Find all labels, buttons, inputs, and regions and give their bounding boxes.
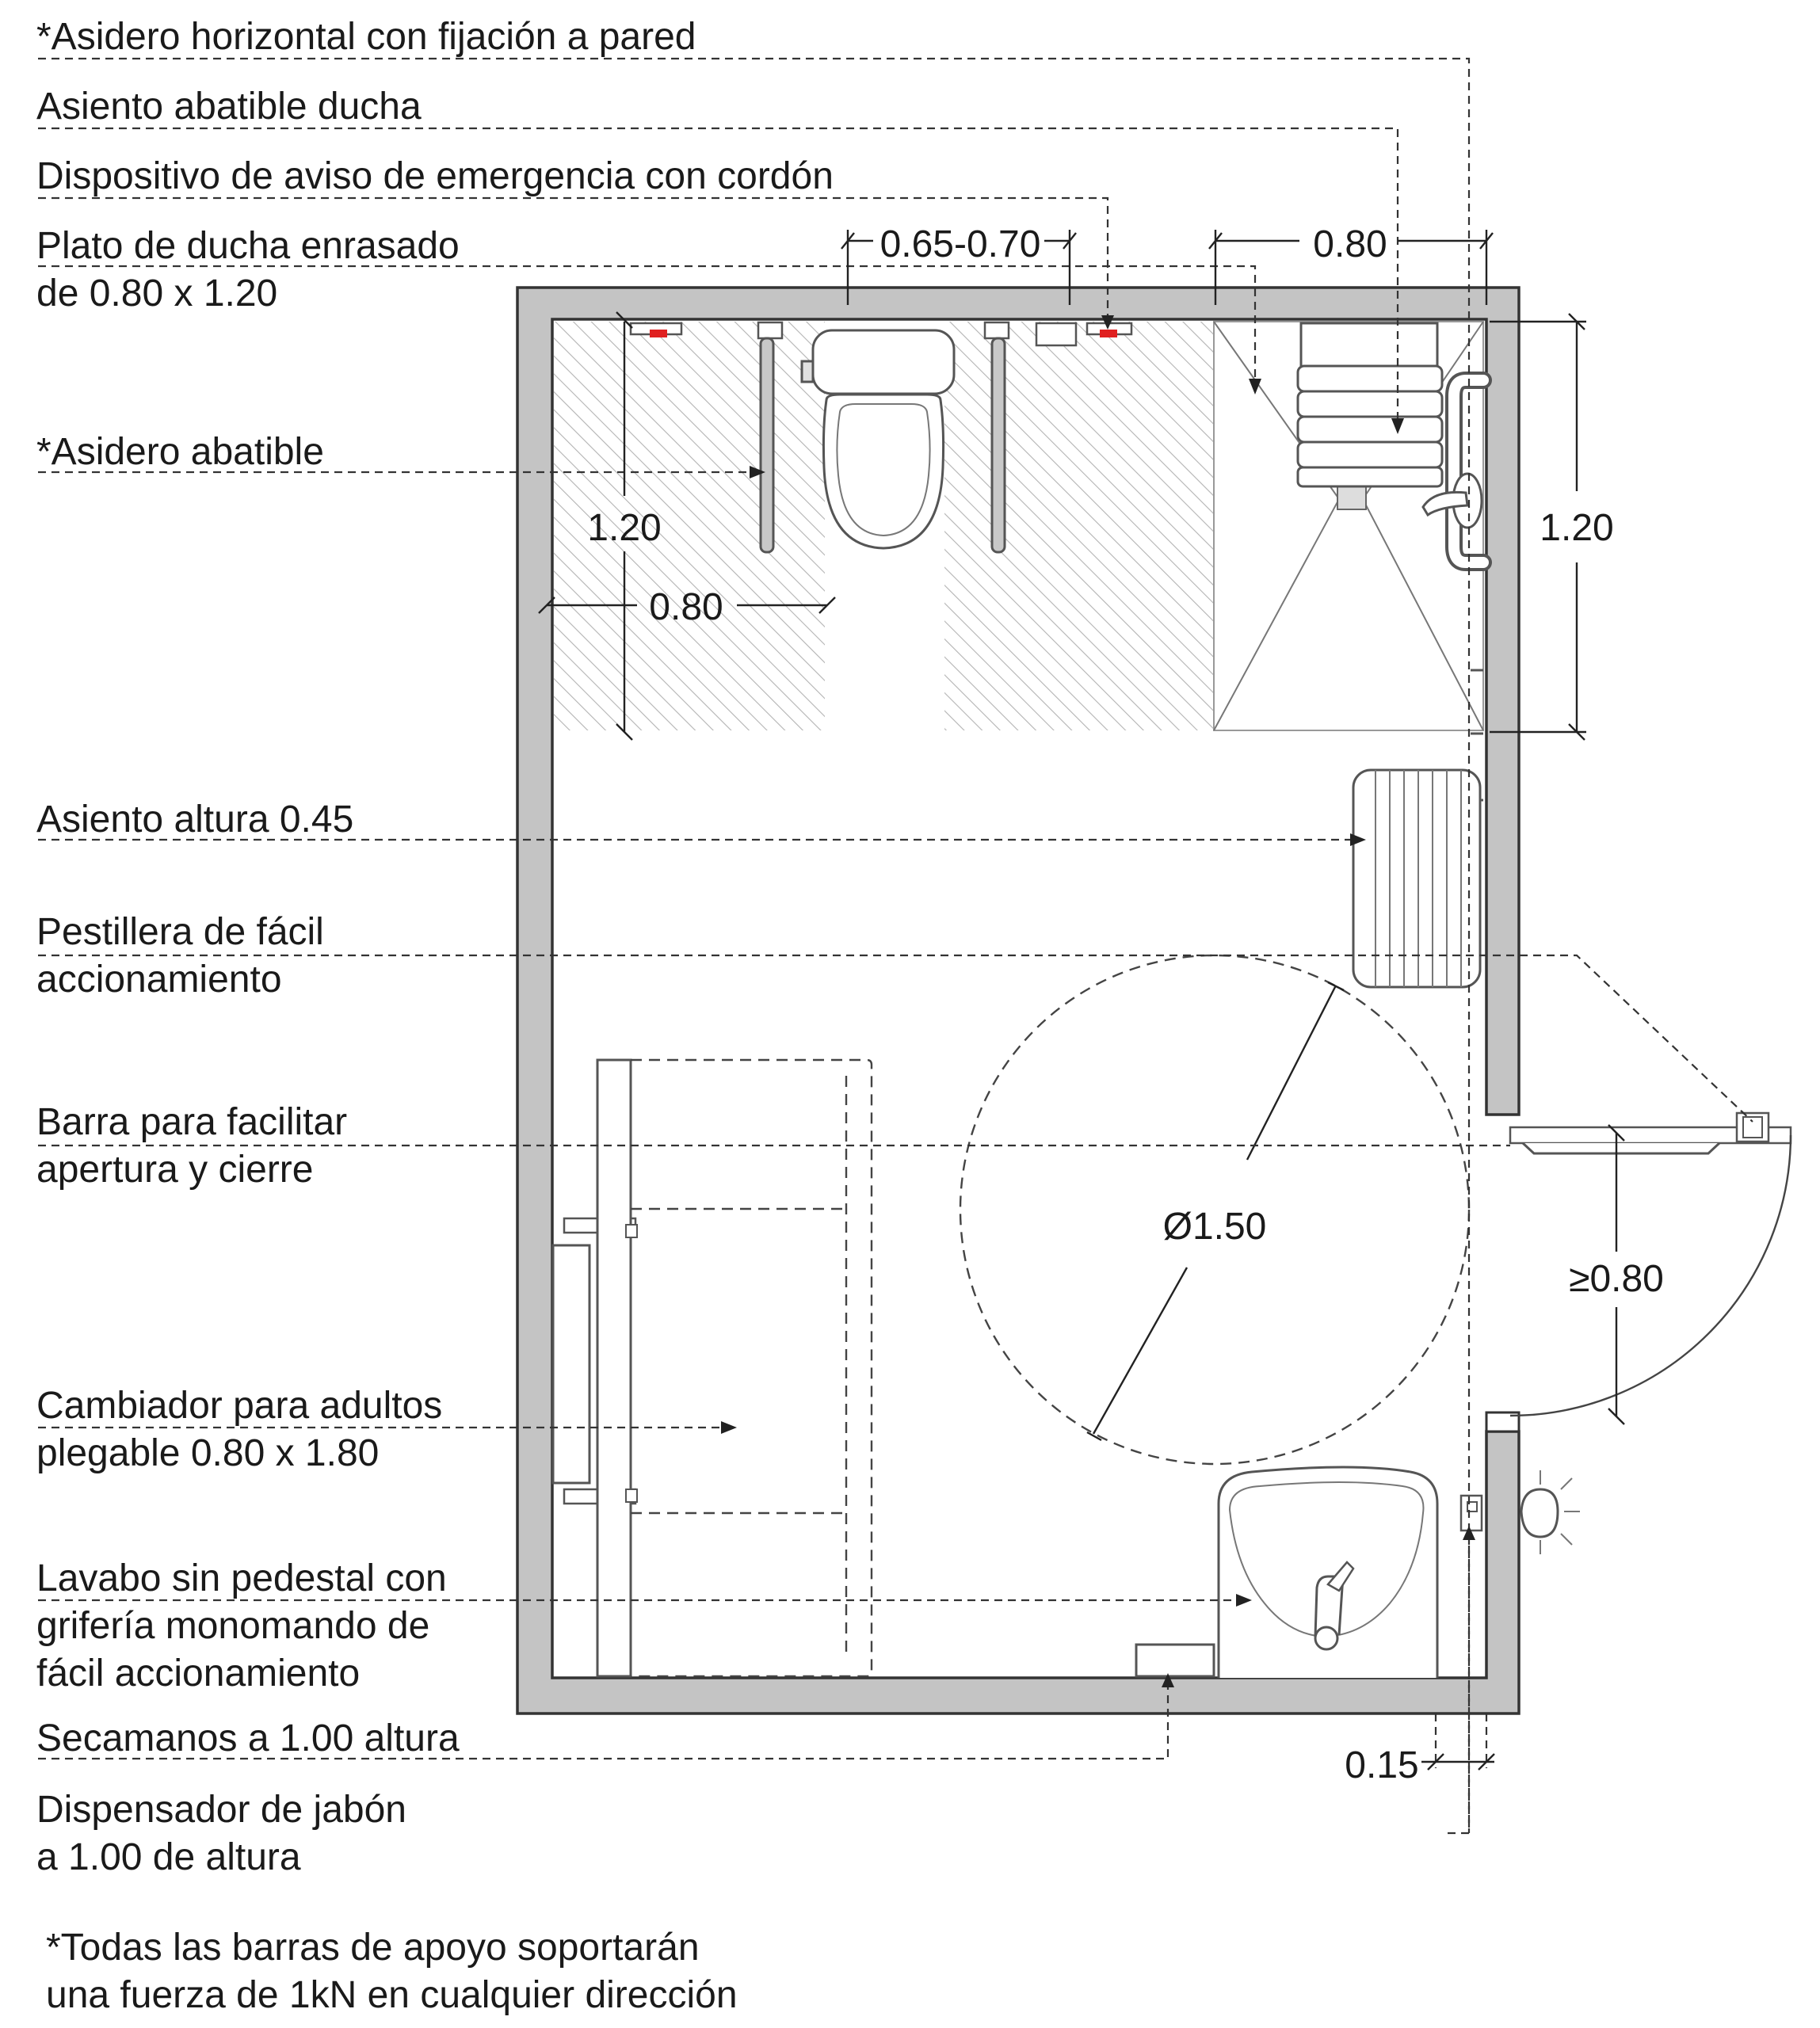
exterior-light-icon [1521, 1470, 1580, 1554]
label-changing-table: Cambiador para adultos [36, 1385, 443, 1427]
label-latch: Pestillera de fácil [36, 911, 324, 953]
dim-jamb-offset: 0.15 [1345, 1744, 1419, 1786]
dim-shower-depth: 1.20 [1540, 507, 1614, 549]
label-hand-dryer: Secamanos a 1.00 altura [36, 1717, 460, 1759]
shower-seat [1298, 323, 1442, 486]
footnote: *Todas las barras de apoyo soportarán [46, 1927, 700, 1969]
label-emergency-device: Dispositivo de aviso de emergencia con cordón [36, 155, 834, 197]
label-shower-seat: Asiento abatible ducha [36, 86, 422, 128]
alarm-indicator-left [650, 330, 667, 337]
label-sink-3: fácil accionamiento [36, 1653, 361, 1694]
transfer-area-right [944, 322, 1214, 730]
dim-turning-circle: Ø1.50 [1162, 1206, 1267, 1248]
dim-transfer-depth: 1.20 [587, 507, 662, 549]
dim-door-width: ≥0.80 [1569, 1258, 1664, 1300]
wall-box [1036, 323, 1076, 345]
label-soap-dispenser-2: a 1.00 de altura [36, 1836, 301, 1878]
label-shower-tray-size: de 0.80 x 1.20 [36, 273, 278, 314]
label-sink: Lavabo sin pedestal con [36, 1557, 447, 1599]
label-grab-bar-wall: *Asidero horizontal con fijación a pared [36, 16, 696, 58]
label-soap-dispenser: Dispensador de jabón [36, 1789, 406, 1831]
door-handle-bar [1523, 1143, 1719, 1153]
shower-drain [1337, 486, 1366, 509]
dim-wc-spacing: 0.65-0.70 [879, 223, 1041, 265]
soap-dispenser [1461, 1496, 1482, 1531]
dim-shower-width: 0.80 [1313, 223, 1387, 265]
label-sink-2: grifería monomando de [36, 1605, 430, 1647]
label-door-bar: Barra para facilitar [36, 1101, 348, 1143]
hand-dryer [1136, 1645, 1214, 1676]
wash-basin [1219, 1467, 1437, 1678]
label-door-bar-2: apertura y cierre [36, 1149, 314, 1191]
dim-transfer-width: 0.80 [649, 586, 723, 628]
label-changing-table-size: plegable 0.80 x 1.80 [36, 1432, 380, 1474]
label-seat-height: Asiento altura 0.45 [36, 799, 354, 841]
footnote-2: una fuerza de 1kN en cualquier dirección [46, 1974, 738, 2016]
label-folding-grab-bar: *Asidero abatible [36, 431, 324, 473]
label-shower-tray: Plato de ducha enrasado [36, 225, 460, 267]
label-latch-2: accionamiento [36, 959, 282, 1001]
adult-changing-table [553, 1060, 872, 1676]
alarm-indicator-right [1100, 330, 1117, 337]
